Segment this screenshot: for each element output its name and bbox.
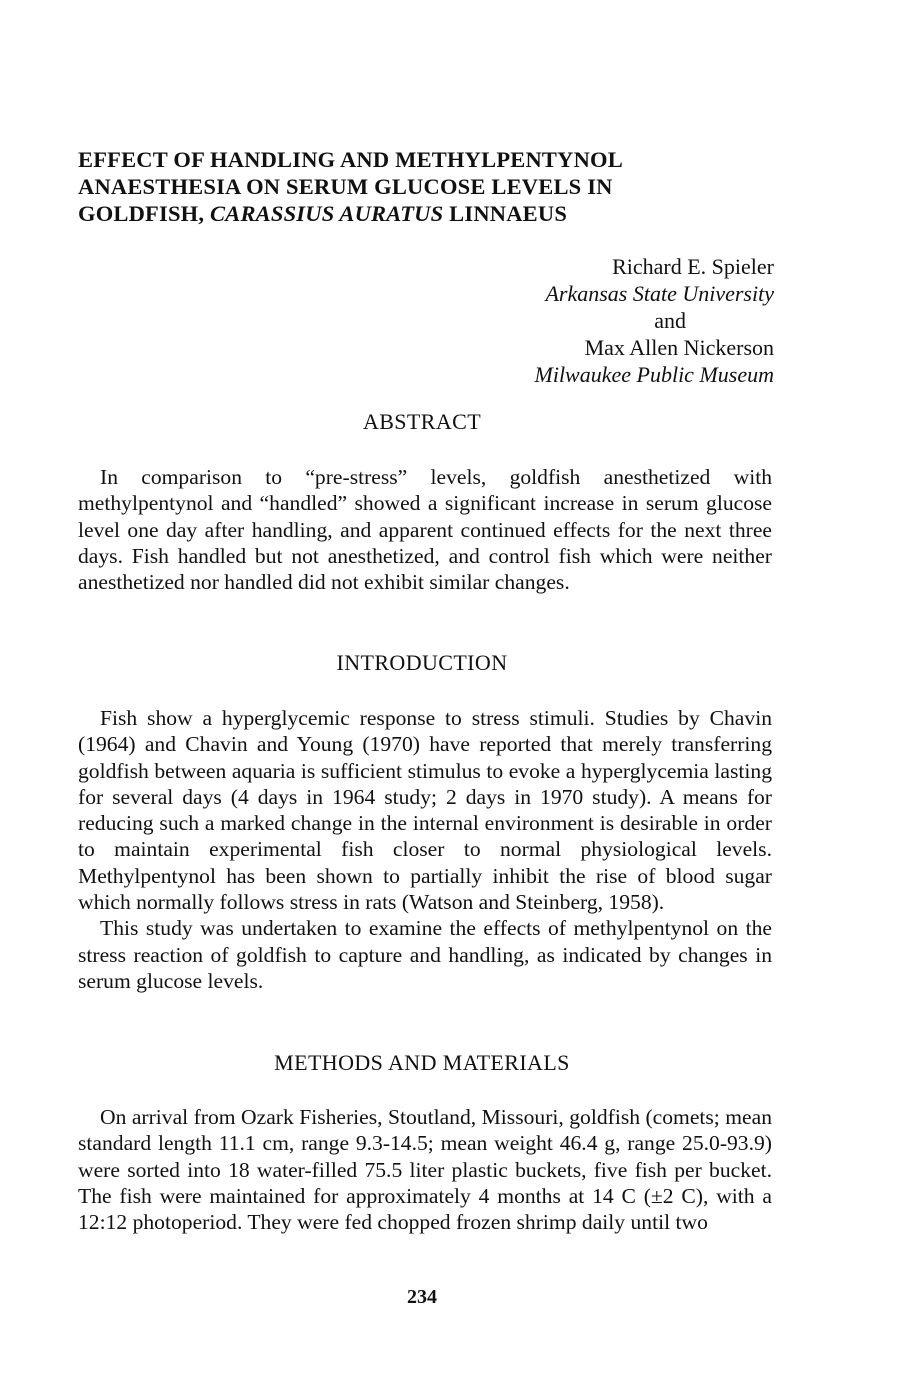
page-number: 234 <box>407 1286 437 1308</box>
affiliation-2 <box>354 361 774 388</box>
title-line-1: EFFECT OF HANDLING AND METHYLPENTYNOL <box>78 147 623 172</box>
methods-paragraph-1: On arrival from Ozark Fisheries, Stoutland, Missouri, goldfish (comets; mean standard length 11.1 cm, range 9.3-14.5; mean weight 46.4 g, range 25.0-93.9) were sorted into 18 water-filled 75.5 liter plastic buckets, five fish per bucket. The fish were maintained for approximately 4 months at 14 C (±2 C), with a 12:12 photoperiod. They were fed chopped frozen shrimp daily until two <box>78 1105 772 1235</box>
introduction-paragraph-1: Fish show a hyperglycemic response to stress stimuli. Studies by Chavin (1964) and Chavin and Young (1970) have reported that merely transferring goldfish between aquaria is sufficient stimulus to evoke a hyperglycemia lasting for several days (4 days in 1964 study; 2 days in 1970 study). A means for reducing such a marked change in the internal environment is desirable in order to maintain experimental fish closer to normal physiological levels. Methylpentynol has been shown to partially inhibit the rise of blood sugar which normally follows stress in rats (Watson and Steinberg, 1958). <box>78 706 772 915</box>
affiliation-2-text: Milwaukee Public Museum <box>534 362 774 387</box>
author-conjunction: and <box>654 308 686 333</box>
title-line-3-prefix: GOLDFISH, <box>78 201 211 226</box>
methods-body <box>78 1104 772 1235</box>
paper-title <box>78 146 858 227</box>
affiliation-1 <box>354 280 774 307</box>
abstract-paragraph: In comparison to “pre-stress” levels, goldfish anesthetized with methylpentynol and “handled” showed a significant increase in serum glucose level one day after handling, and apparent continued effects for the next three days. Fish handled but not anesthetized, and control fish which were neither anesthetized nor handled did not exhibit similar changes. <box>78 465 772 595</box>
abstract-body <box>78 464 772 595</box>
title-line-2: ANAESTHESIA ON SERUM GLUCOSE LEVELS IN <box>78 174 613 199</box>
introduction-heading: INTRODUCTION <box>336 650 508 675</box>
introduction-body <box>78 705 772 994</box>
author-2: Max Allen Nickerson <box>584 335 774 360</box>
title-line-3 <box>78 200 858 227</box>
species-name: CARASSIUS AURATUS <box>210 201 444 226</box>
title-line-3-suffix: LINNAEUS <box>443 201 568 226</box>
abstract-heading: ABSTRACT <box>362 409 482 434</box>
affiliation-1-text: Arkansas State University <box>545 281 774 306</box>
author-block <box>354 253 774 388</box>
introduction-paragraph-2: This study was undertaken to examine the effects of methylpentynol on the stress reaction of goldfish to capture and handling, as indicated by changes in serum glucose levels. <box>78 916 772 993</box>
methods-heading: METHODS AND MATERIALS <box>274 1050 570 1075</box>
author-1: Richard E. Spieler <box>612 254 774 279</box>
